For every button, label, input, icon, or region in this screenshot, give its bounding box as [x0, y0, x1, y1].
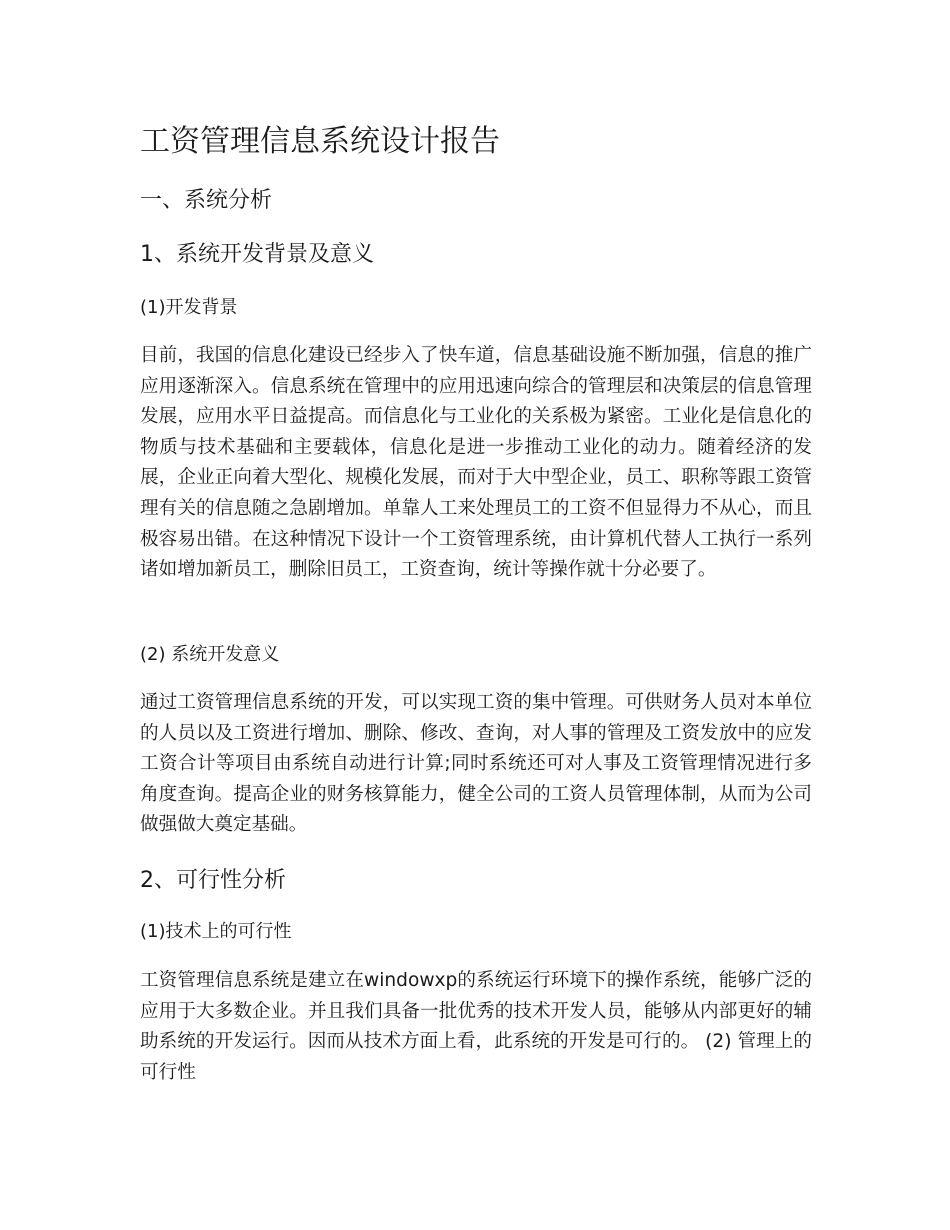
- item-heading-technical-feasibility: (1)技术上的可行性: [140, 921, 292, 942]
- paragraph-significance: 通过工资管理信息系统的开发，可以实现工资的集中管理。可供财务人员对本单位的人员以及工资进行增加、删除、修改、查询，对人事的管理及工资发放中的应发工资合计等项目由系统自动进行计算;同时系统还可对人事及工资管理情况进行多角度查询。提高企业的财务核算能力，健全公司的工资人员管理体制，从而为公司做强做大奠定基础。: [140, 692, 812, 836]
- paragraph-technical-feasibility: 工资管理信息系统是建立在windowxp的系统运行环境下的操作系统，能够广泛的应用于大多数企业。并且我们具备一批优秀的技术开发人员，能够从内部更好的辅助系统的开发运行。因而从技术方面上看，此系统的开发是可行的。 (2) 管理上的可行性: [140, 970, 812, 1083]
- document-title: 工资管理信息系统设计报告: [140, 124, 500, 159]
- subsection-heading-feasibility: 2、可行性分析: [140, 868, 286, 893]
- paragraph-background: 目前，我国的信息化建设已经步入了快车道，信息基础设施不断加强，信息的推广应用逐渐深入。信息系统在管理中的应用迅速向综合的管理层和决策层的信息管理发展，应用水平日益提高。而信息化与工业化的关系极为紧密。工业化是信息化的物质与技术基础和主要载体，信息化是进一步推动工业化的动力。随着经济的发展，企业正向着大型化、规模化发展，而对于大中型企业，员工、职称等跟工资管理有关的信息随之急剧增加。单靠人工来处理员工的工资不但显得力不从心，而且极容易出错。在这种情况下设计一个工资管理系统，由计算机代替人工执行一系列诸如增加新员工，删除旧员工，工资查询，统计等操作就十分必要了。: [140, 345, 812, 581]
- subsection-heading-background-significance: 1、系统开发背景及意义: [140, 242, 374, 267]
- item-heading-background: (1)开发背景: [140, 297, 238, 318]
- section-heading-system-analysis: 一、系统分析: [140, 188, 273, 213]
- item-heading-significance: (2) 系统开发意义: [140, 644, 280, 665]
